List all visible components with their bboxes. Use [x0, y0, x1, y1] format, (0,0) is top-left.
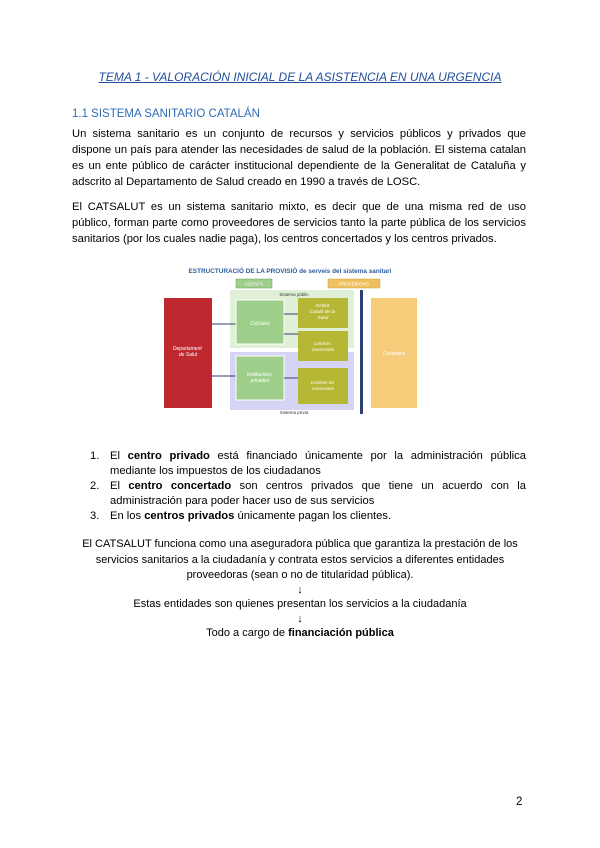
- summary-line-providers: Estas entidades son quienes presentan los servicios a la ciudadanía: [133, 598, 467, 610]
- concerted-centres-label: Centres concertats: [311, 342, 335, 353]
- department-label: Departament de Salut: [172, 346, 202, 358]
- non-concerted-centres-label: Centres no concertats: [310, 381, 335, 392]
- non-concerted-centres-box: [298, 368, 348, 404]
- list-item: 3. En los centros privados únicamente pagan los clientes.: [90, 510, 392, 522]
- provision-structure-diagram: [160, 264, 420, 424]
- page-number: 2: [516, 796, 523, 808]
- catsalut-label: CatSalut: [250, 321, 270, 327]
- summary-paragraph: El CATSALUT funciona como una aseguradora pública que garantiza la prestación de los servicios sanitarios a la ciudadanía y contrata estos servicios a diferentes entidades proveedoras (sean o no de titularidad pública).: [82, 538, 518, 581]
- section-heading: 1.1 SISTEMA SANITARIO CATALÁN: [72, 108, 260, 120]
- ics-label: Institut Català de la Salut: [309, 304, 336, 321]
- citizens-label: Ciutadans: [382, 351, 406, 357]
- agents-tab-label: AGENTS: [244, 281, 264, 287]
- page-title: TEMA 1 - VALORACIÓN INICIAL DE LA ASISTENCIA EN UNA URGENCIA: [98, 70, 502, 84]
- private-institutions-label: Institucions privades: [246, 372, 272, 384]
- centre-types-list: [72, 449, 526, 524]
- summary-line-funding: Todo a cargo de financiación pública: [206, 627, 394, 639]
- diagram-title: ESTRUCTURACIÓ DE LA PROVISIÓ de serveis del sistema sanitari: [188, 268, 392, 275]
- down-arrow-icon: ↓: [297, 584, 303, 596]
- providers-tab-label: PROVEÏDORS: [338, 281, 370, 287]
- down-arrow-icon: ↓: [297, 613, 303, 625]
- private-system-label: Sistema privat: [279, 410, 309, 415]
- list-item: 1. El centro privado está financiado únicamente por la administración pública mediante los impuestos de los ciudadanos: [90, 450, 526, 477]
- public-system-label: Sistema públic: [279, 292, 309, 297]
- divider-bar: [360, 290, 363, 414]
- paragraph-health-system: Un sistema sanitario es un conjunto de recursos y servicios públicos y privados que dispone un país para atender las necesidades de salud de la población. El sistema catalan es un ente público de carácter institucional dependiente de la Generalitat de Cataluña y adscrito al Departamento de Salud creado en 1990 a través de LOSC.: [72, 128, 526, 188]
- list-item: 2. El centro concertado son centros privados que tiene un acuerdo con la administración para poder hacer uso de sus servicios: [90, 480, 526, 507]
- paragraph-catsalut: El CATSALUT es un sistema sanitario mixto, es decir que de una misma red de uso público, forman parte como proveedores de servicios tanto la parte pública de los servicios sanitarios (por los cuales nadie paga), los centros concertados y los centros privados.: [72, 201, 526, 245]
